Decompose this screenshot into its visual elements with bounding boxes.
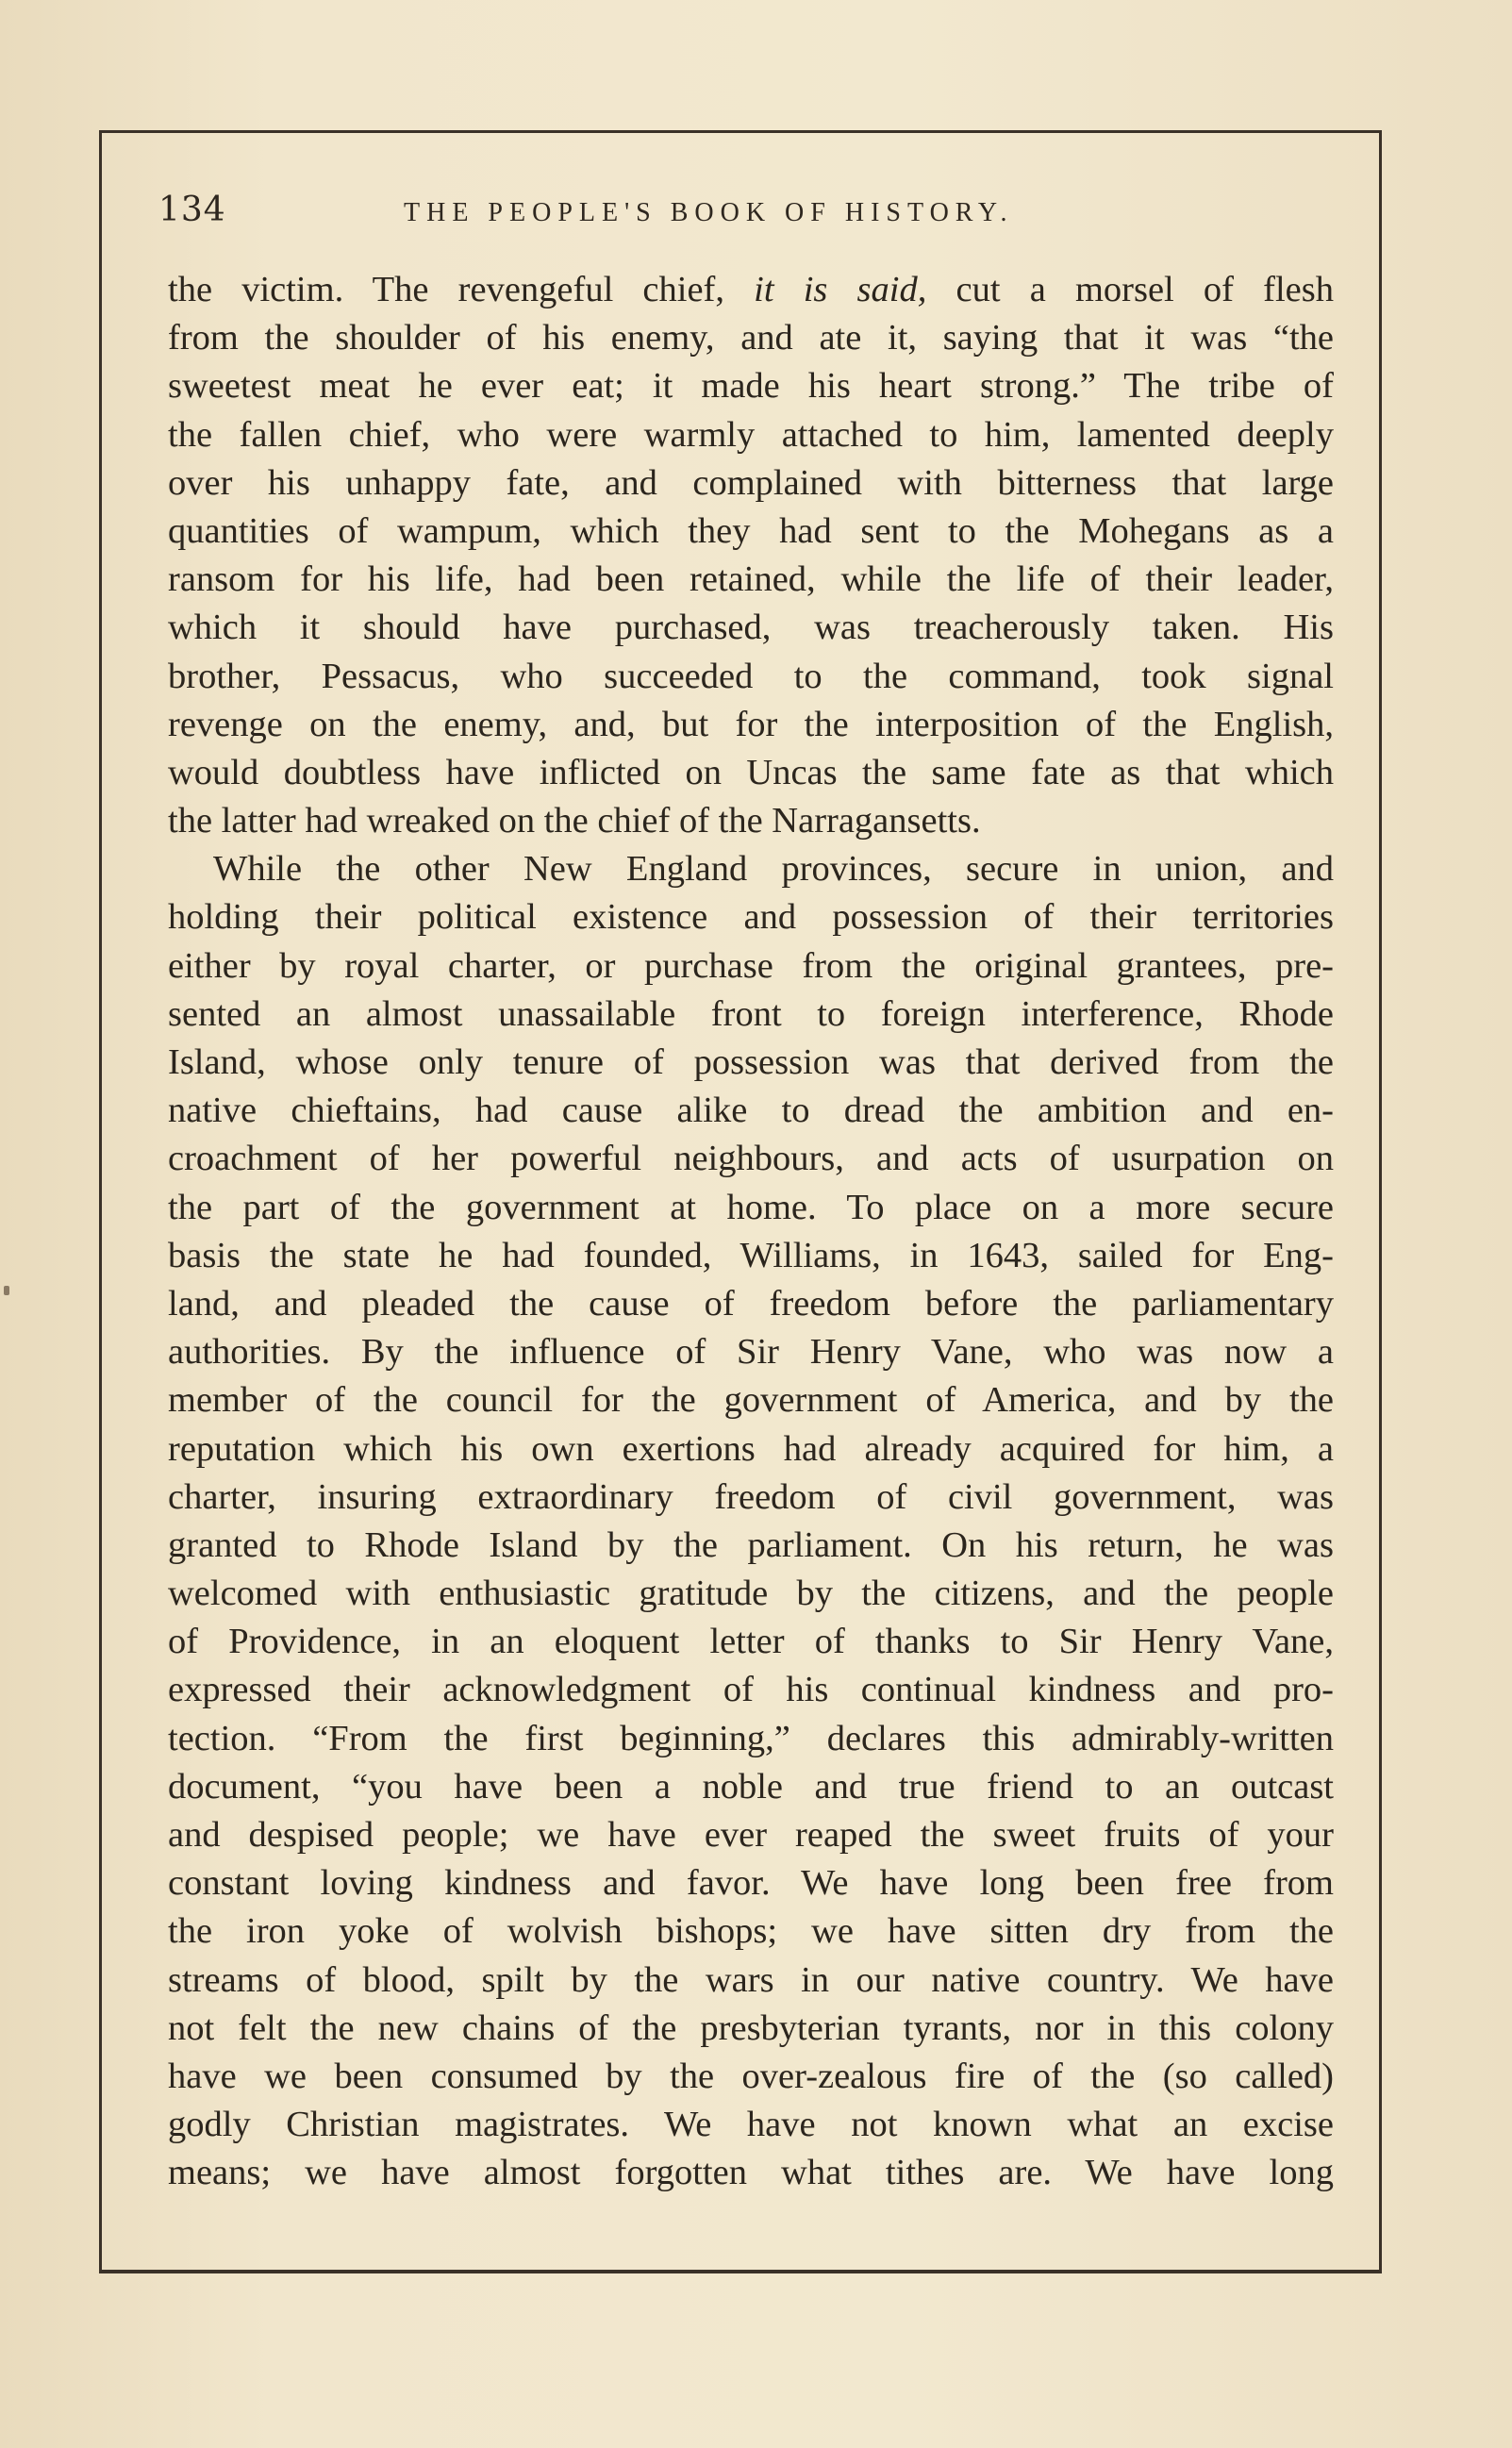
text-line: either by royal charter, or purchase from the original grantees, pre- (168, 945, 1334, 986)
text-line: would doubtless have inflicted on Uncas the same fate as that which (168, 752, 1334, 792)
running-title: THE PEOPLE'S BOOK OF HISTORY. (404, 198, 1014, 227)
text-line: constant loving kindness and favor. We have long been free from (168, 1863, 1334, 1904)
text-line: not felt the new chains of the presbyterian tyrants, nor in this colony (168, 2007, 1334, 2048)
text-line: the part of the government at home. To place on a more secure (168, 1187, 1334, 1227)
text-line: Island, whose only tenure of possession was that derived from the (168, 1042, 1334, 1082)
margin-speck (4, 1286, 9, 1295)
text-line: over his unhappy fate, and complained with bitterness that large (168, 462, 1334, 503)
text-line: native chieftains, had cause alike to dread the ambition and en- (168, 1091, 1334, 1131)
text-line: have we been consumed by the over-zealous fire of the (so called) (168, 2056, 1334, 2096)
text-line: quantities of wampum, which they had sent to the Mohegans as a (168, 510, 1334, 551)
text-line: holding their political existence and possession of their territories (168, 897, 1334, 938)
text-line: of Providence, in an eloquent letter of thanks to Sir Henry Vane, (168, 1622, 1334, 1662)
text-line: ransom for his life, had been retained, while the life of their leader, (168, 559, 1334, 600)
text-line: brother, Pessacus, who succeeded to the command, took signal (168, 656, 1334, 696)
paragraph-start-line: While the other New England provinces, secure in union, and (213, 849, 1334, 890)
text-line: welcomed with enthusiastic gratitude by the citizens, and the people (168, 1574, 1334, 1614)
text-line: the victim. The revengeful chief, it is said, cut a morsel of flesh (168, 270, 1334, 309)
body-text (168, 266, 1334, 2198)
running-header (158, 191, 1338, 247)
text-line: reputation which his own exertions had already acquired for him, a (168, 1428, 1334, 1469)
text-line: sweetest meat he ever eat; it made his heart strong.” The tribe of (168, 366, 1334, 407)
text-line: sented an almost unassailable front to foreign interference, Rhode (168, 993, 1334, 1034)
text-line: croachment of her powerful neighbours, and acts of usurpation on (168, 1139, 1334, 1179)
text-line: charter, insuring extraordinary freedom of civil government, was (168, 1476, 1334, 1517)
text-line: the latter had wreaked on the chief of the Narragansetts. (168, 801, 981, 841)
text-line: from the shoulder of his enemy, and ate it, saying that it was “the (168, 318, 1334, 358)
italic-phrase: it is said, (754, 270, 927, 309)
text-line: member of the council for the government of America, and by the (168, 1380, 1334, 1421)
text-line: expressed their acknowledgment of his continual kindness and pro- (168, 1670, 1334, 1710)
page-number: 134 (158, 191, 226, 229)
text-line: tection. “From the first beginning,” declares this admirably-written (168, 1718, 1334, 1758)
text-line: godly Christian magistrates. We have not known what an excise (168, 2105, 1334, 2145)
text-line: the fallen chief, who were warmly attached to him, lamented deeply (168, 414, 1334, 455)
text-line: the iron yoke of wolvish bishops; we have sitten dry from the (168, 1911, 1334, 1952)
text-line: land, and pleaded the cause of freedom before the parliamentary (168, 1283, 1334, 1324)
text-line: and despised people; we have ever reaped the sweet fruits of your (168, 1815, 1334, 1855)
text-line: which it should have purchased, was treacherously taken. His (168, 608, 1334, 648)
text-line: document, “you have been a noble and true friend to an outcast (168, 1766, 1334, 1807)
text-line: streams of blood, spilt by the wars in our native country. We have (168, 1959, 1334, 2000)
text-line: basis the state he had founded, Williams, in 1643, sailed for Eng- (168, 1235, 1334, 1275)
text-line: granted to Rhode Island by the parliament. On his return, he was (168, 1524, 1334, 1565)
text-line: means; we have almost forgotten what tithes are. We have long (168, 2153, 1334, 2193)
text-line: authorities. By the influence of Sir Henry Vane, who was now a (168, 1332, 1334, 1373)
text-line: revenge on the enemy, and, but for the interposition of the English, (168, 704, 1334, 744)
